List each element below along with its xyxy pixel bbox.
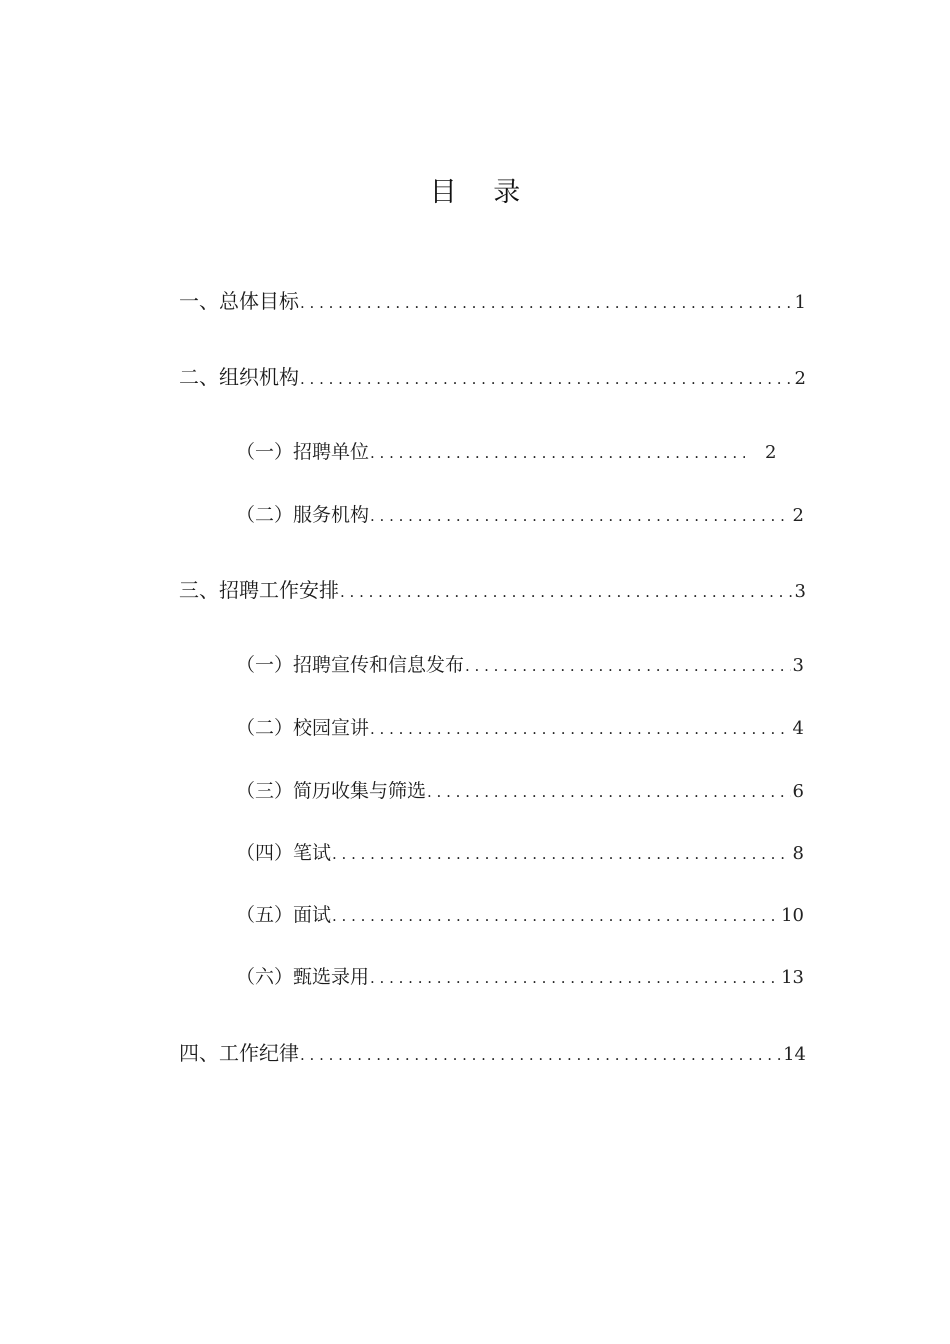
toc-page-number: 2 [794, 368, 806, 389]
toc-page-number: 2 [765, 442, 777, 463]
toc-entry-label: 一、总体目标 [179, 289, 299, 313]
toc-page-number: 3 [794, 581, 806, 602]
toc-page-number: 10 [781, 905, 804, 926]
toc-entry-3-1[interactable] [236, 650, 804, 680]
toc-entry-label: （四）笔试 [236, 842, 332, 864]
toc-entry-label: （三）简历收集与筛选 [236, 780, 427, 802]
toc-leader-dots [370, 714, 791, 744]
toc-entry-2-2[interactable] [236, 500, 804, 530]
toc-page-number: 13 [781, 967, 804, 988]
toc-leader-dots [332, 839, 791, 869]
toc-leader-dots [465, 651, 791, 681]
toc-leader-dots [332, 901, 779, 931]
toc-entry-2-1[interactable] [236, 437, 804, 467]
toc-leader-dots [340, 577, 793, 607]
toc-entry-label: （一）招聘宣传和信息发布 [236, 654, 465, 676]
toc-entry-label: 四、工作纪律 [179, 1041, 299, 1065]
toc-page-number: 14 [783, 1044, 806, 1065]
toc-leader-dots [370, 438, 745, 468]
toc-page-number: 6 [792, 781, 804, 802]
toc-leader-dots [300, 1040, 781, 1070]
toc-entry-label: （二）校园宣讲 [236, 717, 370, 739]
toc-entry-3-2[interactable] [236, 713, 804, 743]
toc-page-number: 2 [792, 505, 804, 526]
toc-entry-label: （一）招聘单位 [236, 441, 370, 463]
toc-page-number: 3 [792, 655, 804, 676]
toc-entry-label: （二）服务机构 [236, 504, 370, 526]
toc-leader-dots [300, 288, 793, 318]
toc-entry-3-4[interactable] [236, 838, 804, 868]
toc-page-number: 8 [792, 843, 804, 864]
toc-entry-3-5[interactable] [236, 900, 804, 930]
toc-entry-label: 三、招聘工作安排 [179, 578, 339, 602]
toc-entry-3[interactable] [179, 575, 806, 605]
page-title: 目 录 [429, 177, 535, 208]
toc-page-number: 4 [792, 718, 804, 739]
toc-leader-dots [370, 963, 779, 993]
toc-entry-3-3[interactable] [236, 776, 804, 806]
toc-entry-label: （五）面试 [236, 904, 332, 926]
toc-entry-label: 二、组织机构 [179, 365, 299, 389]
toc-leader-dots [300, 364, 793, 394]
toc-entry-label: （六）甄选录用 [236, 966, 370, 988]
toc-page-number: 1 [794, 292, 806, 313]
toc-entry-3-6[interactable] [236, 962, 804, 992]
toc-leader-dots [427, 777, 791, 807]
toc-entry-1[interactable] [179, 286, 806, 316]
toc-entry-2[interactable] [179, 362, 806, 392]
toc-entry-4[interactable] [179, 1038, 806, 1068]
toc-leader-dots [370, 501, 791, 531]
